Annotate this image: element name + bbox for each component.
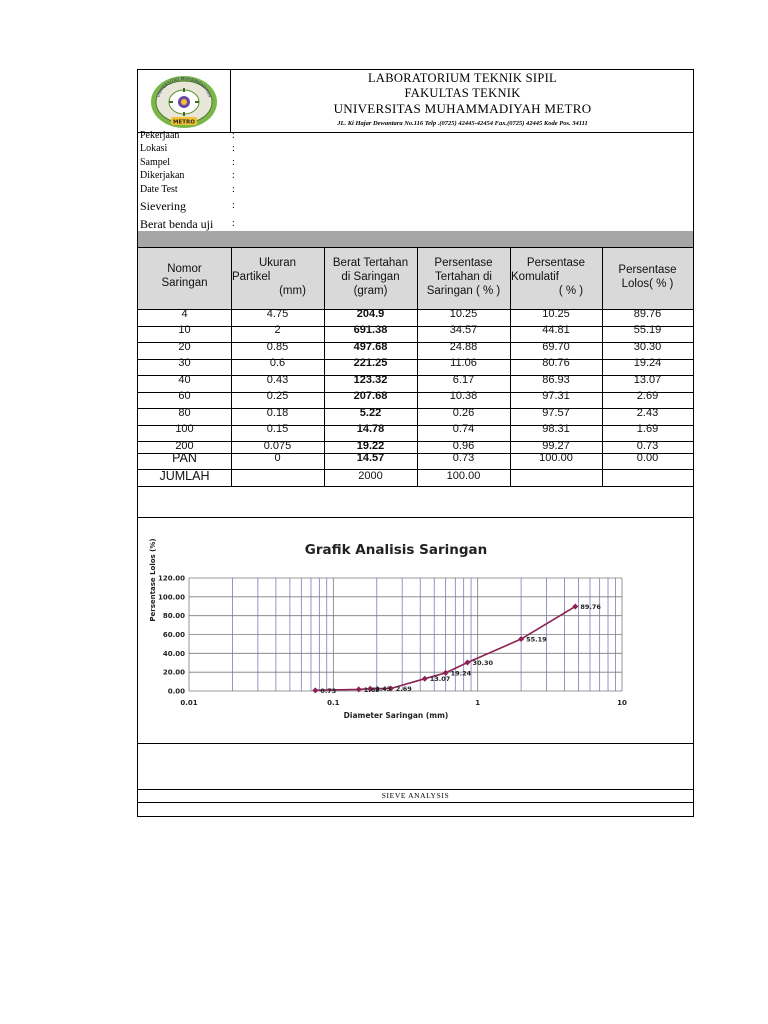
cell-komulatif: 80.76	[542, 357, 570, 369]
col-header-ukuran: Ukuran Partikel (mm)	[232, 257, 306, 297]
cell-komulatif: 10.25	[542, 308, 570, 320]
field-berat-benda-uji-label: Berat benda uji	[140, 217, 214, 231]
cell-ukuran: 2	[274, 324, 281, 336]
cell-ukuran: 4.75	[266, 308, 289, 320]
cell-ukuran: 0.15	[266, 423, 289, 435]
chart-y-tick: 80.00	[162, 612, 185, 621]
cell-tertahan: 11.06	[450, 357, 477, 369]
chart-y-tick: 40.00	[162, 649, 185, 658]
cell-komulatif: 86.93	[542, 374, 570, 386]
cell-nomor: 60	[178, 390, 191, 402]
chart-y-tick: 0.00	[167, 687, 185, 696]
header-bottom-line	[138, 132, 693, 133]
chart-point	[356, 686, 362, 692]
footer-top-line	[138, 789, 693, 790]
header-lab-name: LABORATORIUM TEKNIK SIPIL	[368, 71, 557, 85]
cell-tertahan: 24.88	[449, 341, 478, 353]
cell-ukuran: 0.25	[266, 390, 289, 402]
chart-x-label: Diameter Saringan (mm)	[343, 711, 449, 720]
cell-lolos: 55.19	[633, 324, 662, 336]
field-lokasi-label: Lokasi	[140, 143, 168, 154]
chart-point	[422, 676, 428, 682]
field-sievering-label: Sievering	[140, 199, 186, 213]
cell-ukuran: 0.075	[263, 440, 292, 452]
total-nomor: JUMLAH	[159, 469, 210, 483]
cell-berat: 123.32	[353, 374, 388, 386]
cell-komulatif: 99.27	[542, 440, 570, 452]
field-colon: :	[232, 143, 235, 154]
cell-lolos: 0.73	[636, 440, 659, 452]
cell-komulatif: 98.31	[542, 423, 570, 435]
chart-bottom-line	[138, 743, 693, 744]
field-colon: :	[232, 218, 235, 229]
total-berat: 2000	[358, 470, 383, 482]
cell-lolos: 89.76	[633, 308, 662, 320]
cell-tertahan: 10.38	[449, 390, 478, 402]
separator-band	[138, 231, 693, 247]
sieve-chart	[138, 518, 693, 743]
cell-nomor: 40	[178, 374, 191, 386]
chart-title: Grafik Analisis Saringan	[304, 542, 488, 558]
chart-point	[312, 687, 318, 693]
col-header-persentase-komulatif: Persentase Komulatif ( % )	[511, 257, 586, 297]
cell-nomor: 200	[175, 440, 194, 452]
cell-berat: 204.9	[356, 308, 385, 320]
total-tertahan: 100.00	[446, 470, 481, 482]
header-address: JL. Ki Hajar Dewantara No.116 Telp .(0725) 42445-42454 Fax.(0725) 42445 Kode Pos. 34111	[337, 120, 588, 127]
chart-x-tick: 0.1	[327, 699, 340, 707]
col-header-persentase-lolos: Persentase Lolos( % )	[618, 264, 677, 290]
cell-tertahan: 0.96	[452, 440, 475, 452]
cell-komulatif: 100.00	[539, 452, 573, 464]
cell-lolos: 13.07	[633, 374, 662, 386]
field-colon: :	[232, 157, 235, 168]
cell-nomor: 100	[175, 423, 194, 435]
university-logo	[149, 74, 219, 129]
grid-line	[138, 247, 693, 248]
field-colon: :	[232, 130, 235, 141]
header-faculty: FAKULTAS TEKNIK	[404, 86, 521, 100]
field-dikerjakan-label: Dikerjakan	[140, 170, 185, 181]
cell-nomor: 10	[178, 324, 191, 336]
cell-tertahan: 0.73	[452, 452, 475, 464]
chart-x-tick: 0.01	[180, 699, 198, 707]
cell-tertahan: 6.17	[452, 374, 475, 386]
cell-berat: 19.22	[356, 440, 385, 452]
chart-data-label: 1.69	[363, 685, 380, 694]
field-sampel-label: Sampel	[140, 157, 170, 168]
chart-y-tick: 60.00	[162, 631, 185, 639]
cell-nomor: 30	[178, 357, 191, 369]
cell-lolos: 1.69	[636, 423, 659, 435]
footer-bottom-line	[138, 802, 693, 803]
logo-top-text: UNIVERSITAS MUHAMMADIYAH	[155, 75, 213, 98]
cell-berat: 14.57	[356, 452, 385, 464]
cell-lolos: 2.69	[636, 390, 659, 402]
field-colon: :	[232, 200, 235, 211]
cell-ukuran: 0.18	[266, 407, 289, 419]
chart-y-tick: 20.00	[162, 668, 185, 677]
field-date-test-label: Date Test	[140, 184, 178, 195]
cell-ukuran: 0.85	[266, 341, 289, 353]
col-header-berat: Berat Tertahan di Saringan (gram)	[332, 257, 409, 297]
field-colon: :	[232, 184, 235, 195]
cell-lolos: 19.24	[633, 357, 662, 369]
cell-berat: 691.38	[353, 324, 388, 336]
cell-ukuran: 0.43	[266, 374, 289, 386]
cell-tertahan: 0.74	[452, 423, 475, 435]
chart-data-label: 89.76	[580, 602, 601, 611]
cell-nomor: PAN	[172, 451, 197, 465]
cell-tertahan: 10.25	[449, 308, 478, 320]
chart-data-label: 19.24	[450, 669, 472, 678]
cell-tertahan: 0.26	[452, 407, 475, 419]
footer-title: SIEVE ANALYSIS	[381, 791, 450, 800]
chart-data-label: 30.30	[472, 658, 494, 667]
cell-nomor: 20	[178, 341, 191, 353]
cell-ukuran: 0.6	[269, 357, 286, 369]
cell-komulatif: 69.70	[542, 341, 570, 353]
header-university: UNIVERSITAS MUHAMMADIYAH METRO	[333, 101, 592, 116]
cell-komulatif: 97.31	[542, 390, 570, 402]
col-header-persentase-tertahan: Persentase Tertahan di Saringan ( % )	[426, 257, 501, 297]
cell-tertahan: 34.57	[449, 324, 478, 336]
cell-lolos: 2.43	[636, 407, 659, 419]
chart-data-label: 2.43	[375, 685, 392, 694]
cell-lolos: 0.00	[636, 452, 659, 464]
cell-berat: 14.78	[356, 423, 385, 435]
cell-nomor: 4	[181, 308, 188, 320]
cell-lolos: 30.30	[633, 341, 662, 353]
chart-x-tick: 10	[617, 699, 627, 707]
cell-berat: 207.68	[353, 390, 388, 402]
chart-data-label: 0.73	[320, 686, 337, 695]
cell-nomor: 80	[178, 407, 191, 419]
grid-line	[138, 486, 693, 487]
chart-x-tick: 1	[475, 699, 481, 707]
cell-komulatif: 97.57	[542, 407, 570, 419]
cell-ukuran: 0	[274, 452, 281, 464]
chart-y-tick: 100.00	[157, 593, 185, 602]
field-colon: :	[232, 170, 235, 181]
col-header-nomor: Nomor Saringan	[161, 263, 208, 289]
chart-y-label: Persentase Lolos (%)	[149, 538, 157, 622]
field-pekerjaan-label: Pekerjaan	[140, 130, 180, 141]
chart-point	[464, 659, 470, 665]
chart-data-label: 55.19	[526, 635, 547, 644]
report-sheet	[137, 69, 694, 817]
chart-y-tick: 120.00	[157, 574, 185, 583]
cell-berat: 221.25	[353, 357, 388, 369]
cell-berat: 497.68	[353, 341, 388, 353]
cell-komulatif: 44.81	[542, 324, 570, 336]
logo-bottom-text: METRO	[173, 119, 195, 126]
chart-data-label: 2.69	[395, 684, 412, 693]
chart-data-label: 13.07	[429, 675, 451, 684]
cell-berat: 5.22	[359, 407, 382, 419]
